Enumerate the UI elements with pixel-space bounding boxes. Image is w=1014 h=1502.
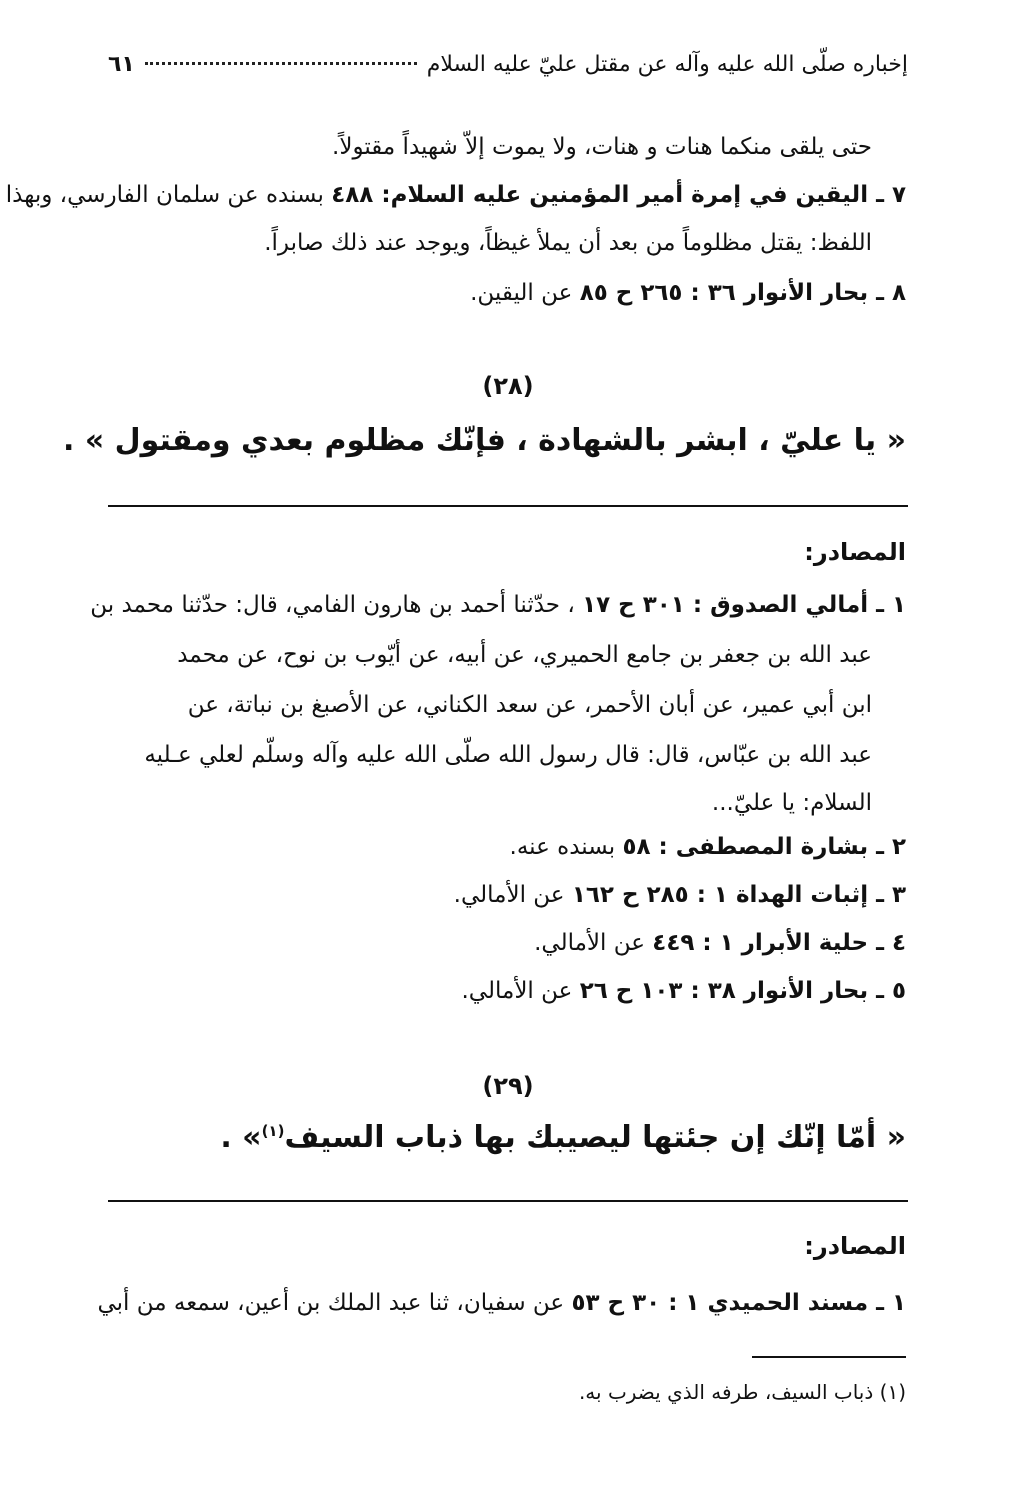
footnote-marker[interactable]: (١) xyxy=(261,1122,285,1140)
hadith-28-source-1-line2: عبد الله بن جعفر بن جامع الحميري، عن أبيه، عن أيّوب بن نوح، عن محمد xyxy=(177,642,872,668)
hadith-28-source-3-ref: ٣ ـ إثبات الهداة ١ : ٢٨٥ ح ١٦٢ xyxy=(571,882,906,908)
hadith-28-source-4-ref: ٤ ـ حلية الأبرار ١ : ٤٤٩ xyxy=(652,930,906,956)
hadith-29-number: (٢٩) xyxy=(482,1072,534,1100)
source-item-8-ref: ٨ ـ بحار الأنوار ٣٦ : ٢٦٥ ح ٨٥ xyxy=(579,280,906,306)
footnote-text: (١) ذباب السيف، طرفه الذي يضرب به. xyxy=(578,1380,906,1404)
hadith-29-source-1-text: عن سفيان، ثنا عبد الملك بن أعين، سمعه من أبي xyxy=(97,1290,572,1316)
header-title: إخباره صلّى الله عليه وآله عن مقتل عليّ عليه السلام xyxy=(426,52,908,77)
hadith-28-source-4 xyxy=(534,918,906,968)
source-item-7-line2: اللفظ: يقتل مظلوماً من بعد أن يملأ غيظاً، ويوجد عند ذلك صابراً. xyxy=(264,230,872,256)
hadith-28-source-3 xyxy=(454,870,906,920)
source-item-8 xyxy=(470,268,906,318)
hadith-28-source-2-text: بسنده عنه. xyxy=(509,834,623,860)
hadith-28-source-1-line4: عبد الله بن عبّاس، قال: قال رسول الله صلّى الله عليه وآله وسلّم لعلي عـليه xyxy=(144,742,872,768)
hadith-28-source-2-ref: ٢ ـ بشارة المصطفى : ٥٨ xyxy=(622,834,906,860)
hadith-28-source-4-text: عن الأمالي. xyxy=(534,930,653,956)
running-header xyxy=(108,52,908,86)
hadith-29-source-1 xyxy=(97,1278,906,1328)
hadith-28-quote: « يا عليّ ، ابشر بالشهادة ، فإنّك مظلوم بعدي ومقتول » . xyxy=(62,423,906,458)
source-item-7-ref: ٧ ـ اليقين في إمرة أمير المؤمنين عليه السلام: ٤٨٨ xyxy=(331,182,906,208)
hadith-28-source-5 xyxy=(462,966,907,1016)
source-item-7 xyxy=(5,170,906,220)
page-number: ٦١ xyxy=(108,52,135,77)
hadith-28-source-2 xyxy=(510,822,906,872)
hadith-29-quote-text: « أمّا إنّك إن جئتها ليصيبك بها ذباب السيف xyxy=(284,1120,906,1155)
footnote-divider xyxy=(752,1356,906,1358)
header-leader-dots xyxy=(145,62,417,65)
hadith-28-source-1-ref: ١ ـ أمالي الصدوق : ٣٠١ ح ١٧ xyxy=(582,592,906,618)
section-divider-28 xyxy=(108,505,908,507)
hadith-28-source-1-line5: السلام: يا عليّ... xyxy=(711,790,872,816)
hadith-28-source-5-ref: ٥ ـ بحار الأنوار ٣٨ : ١٠٣ ح ٢٦ xyxy=(579,978,906,1004)
hadith-28-source-1-text: ، حدّثنا أحمد بن هارون الفامي، قال: حدّثنا محمد بن xyxy=(90,592,583,618)
hadith-28-source-3-text: عن الأمالي. xyxy=(453,882,572,908)
source-item-8-text: عن اليقين. xyxy=(470,280,580,306)
hadith-29-sources-label: المصادر: xyxy=(804,1232,906,1260)
hadith-29-quote-end: » . xyxy=(220,1120,262,1155)
hadith-28-source-1-line3: ابن أبي عمير، عن أبان الأحمر، عن سعد الكناني، عن الأصبغ بن نباتة، عن xyxy=(187,692,872,718)
section-divider-29 xyxy=(108,1200,908,1202)
hadith-29-quote xyxy=(220,1120,906,1155)
source-item-7-text: بسنده عن سلمان الفارسي، وبهذا xyxy=(5,182,332,208)
hadith-29-source-1-ref: ١ ـ مسند الحميدي ١ : ٣٠ ح ٥٣ xyxy=(571,1290,906,1316)
hadith-28-source-5-text: عن الأمالي. xyxy=(461,978,580,1004)
hadith-28-number: (٢٨) xyxy=(482,372,534,400)
continuation-line: حتى يلقى منكما هنات و هنات، ولا يموت إلاّ شهيداً مقتولاً. xyxy=(332,134,872,160)
hadith-28-sources-label: المصادر: xyxy=(804,538,906,566)
hadith-28-source-1 xyxy=(90,580,906,630)
